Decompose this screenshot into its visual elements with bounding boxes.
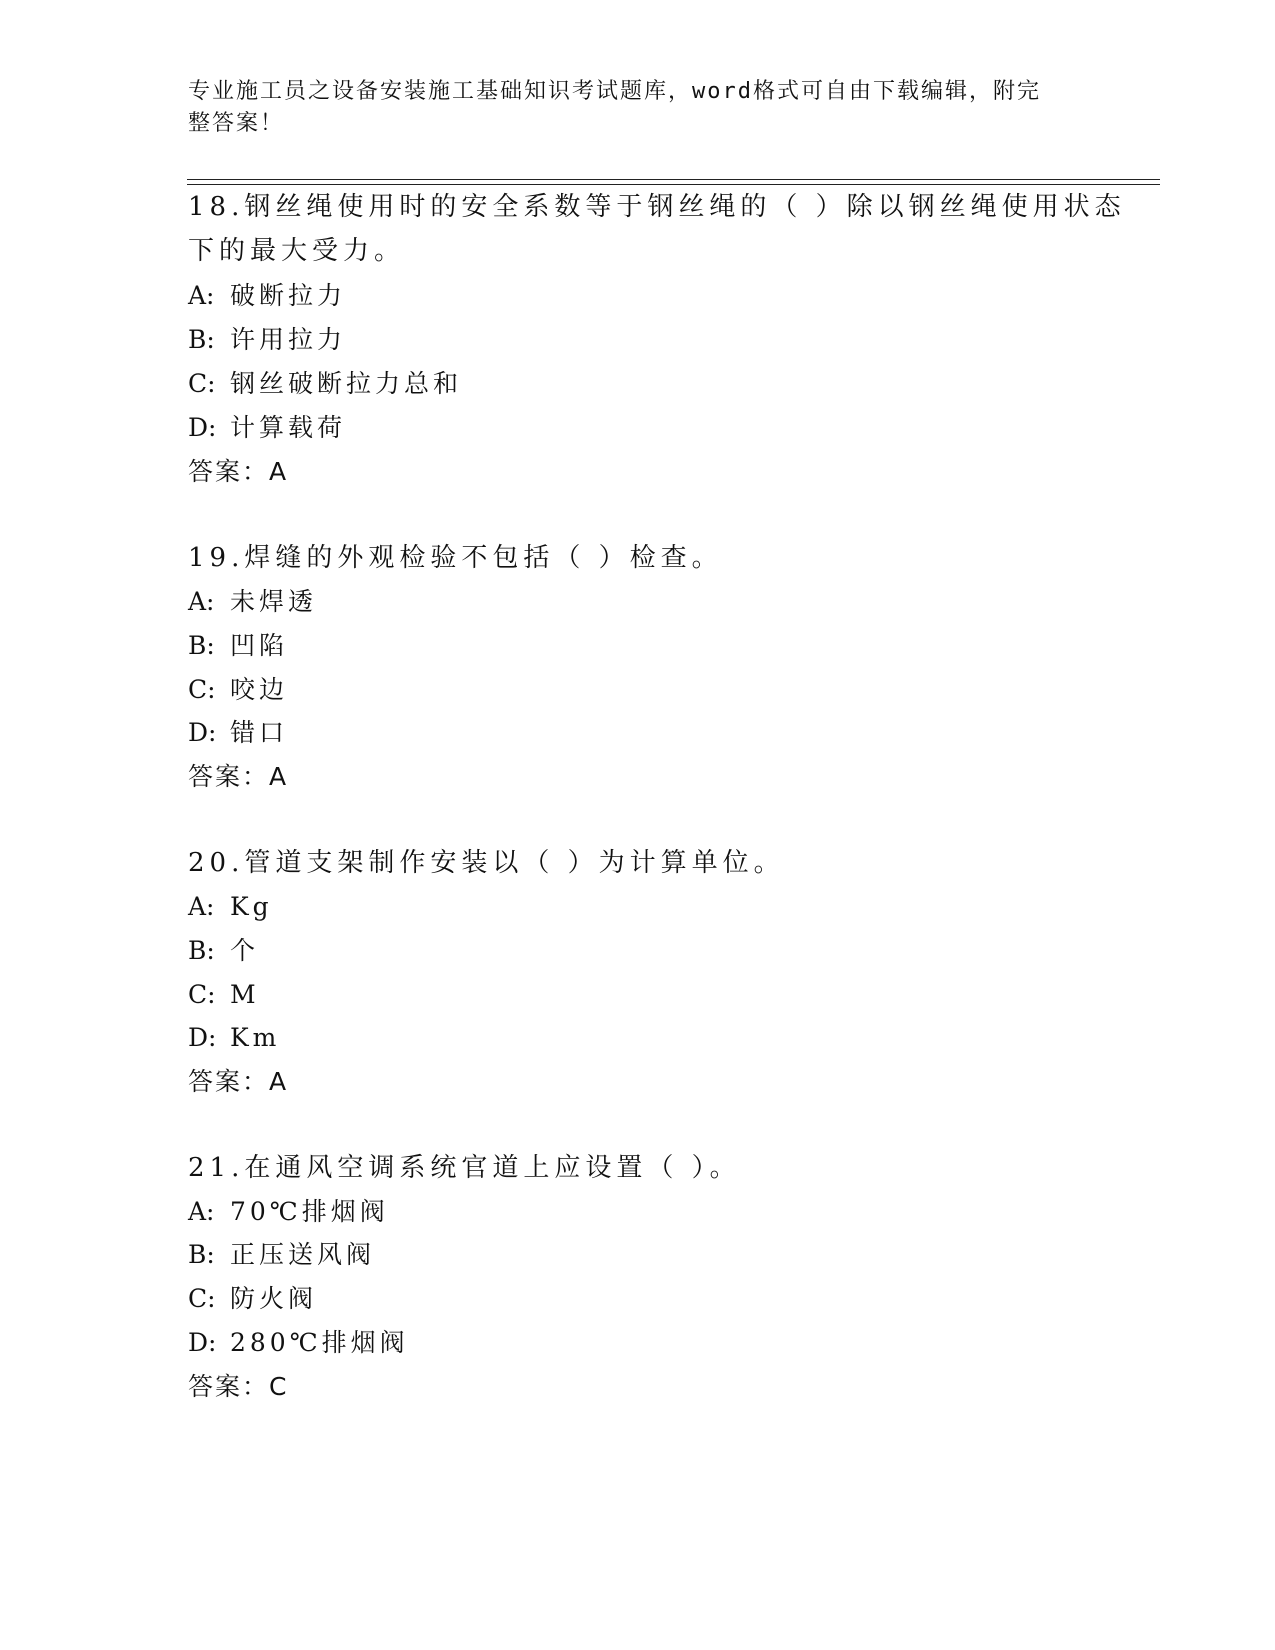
question-20-option-c [188,978,260,1012]
question-18-option-c [188,367,462,401]
option-text: 错口 [230,718,289,747]
option-letter: B: [188,936,215,965]
header-divider-bottom [187,184,1160,185]
question-21-option-a [188,1195,389,1229]
option-letter: D: [188,1328,217,1357]
option-letter: D: [188,1023,217,1052]
option-text: 未焊透 [230,587,318,616]
option-text: M [230,980,260,1009]
option-text: 咬边 [230,675,289,704]
option-text: 正压送风阀 [230,1240,376,1269]
option-letter: B: [188,631,215,660]
question-21-option-d [188,1326,409,1360]
option-letter: B: [188,325,215,354]
question-21-text: 21.在通风空调系统官道上应设置（ ）。 [188,1153,741,1183]
option-text: 凹陷 [230,631,289,660]
option-letter: D: [188,413,217,442]
option-text: 许用拉力 [230,325,347,354]
option-letter: A: [188,892,215,921]
question-19-answer: 答案：A [188,762,289,791]
question-20-option-a [188,890,273,924]
option-text: 防火阀 [230,1284,318,1313]
question-21-option-b [188,1238,375,1272]
option-text: 计算载荷 [230,413,347,442]
question-21-answer: 答案：C [188,1372,289,1401]
option-letter: C: [188,980,216,1009]
header-divider-top [187,179,1160,180]
option-text: 70℃排烟阀 [230,1197,389,1226]
option-letter: B: [188,1240,215,1269]
question-20-option-d [188,1021,280,1055]
option-text: 个 [230,936,260,965]
question-18-option-d [188,411,346,445]
question-21-option-c [188,1282,317,1316]
question-18-text-line-1: 18.钢丝绳使用时的安全系数等于钢丝绳的（ ）除以钢丝绳使用状态 [188,192,1126,222]
option-text: 破断拉力 [230,281,347,310]
option-text: Km [230,1023,281,1052]
option-letter: D: [188,718,217,747]
question-18-text-line-2: 下的最大受力。 [188,236,406,266]
question-19-option-b [188,629,288,663]
document-header-line-2: 整答案！ [188,111,285,136]
question-18-option-a [188,279,346,313]
option-letter: C: [188,1284,216,1313]
option-letter: C: [188,675,216,704]
question-19-text: 19.焊缝的外观检验不包括（ ）检查。 [188,543,723,573]
option-letter: A: [188,281,215,310]
question-18-option-b [188,323,346,357]
question-19-option-c [188,673,288,707]
option-text: 280℃排烟阀 [230,1328,409,1357]
question-18-answer: 答案：A [188,457,289,486]
question-20-text: 20.管道支架制作安装以（ ）为计算单位。 [188,848,785,878]
option-text: Kg [230,892,273,921]
option-text: 钢丝破断拉力总和 [230,369,463,398]
document-header-line-1: 专业施工员之设备安装施工基础知识考试题库，word格式可自由下载编辑，附完 [188,79,1041,104]
question-20-option-b [188,934,259,968]
question-19-option-a [188,585,317,619]
question-20-answer: 答案：A [188,1067,289,1096]
option-letter: C: [188,369,216,398]
question-19-option-d [188,716,288,750]
option-letter: A: [188,587,215,616]
option-letter: A: [188,1197,215,1226]
